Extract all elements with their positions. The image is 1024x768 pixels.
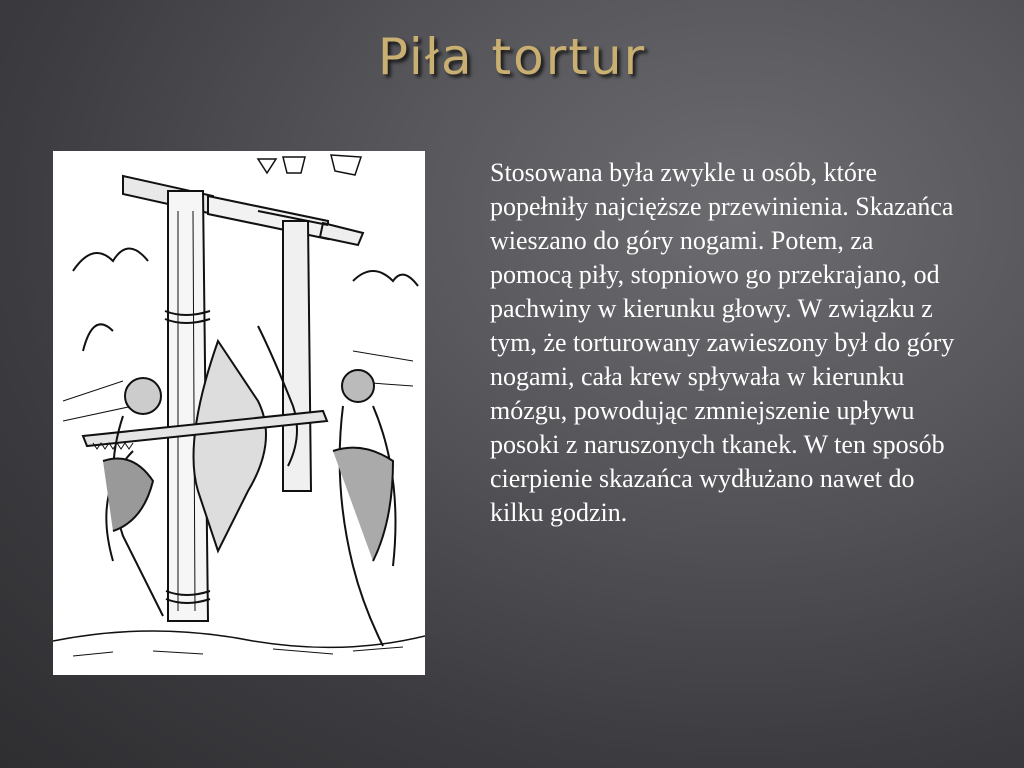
slide-title: Piła tortur	[377, 28, 647, 86]
slide-body-text: Stosowana była zwykle u osób, które popełniły najcięższe przewinienia. Skazańca wieszano do góry nogami. Potem, za pomocą piły, stopniowo go przekrajano, od pachwiny w kierunku głowy. W związku z tym, że torturowany zawieszony był do góry nogami, cała krew spływała w kierunku mózgu, powodując zmniejszenie upływu posoki z naruszonych tkanek. W ten sposób cierpienie skazańca wydłużano nawet do kilku godzin.	[490, 158, 955, 527]
woodcut-illustration-icon	[53, 151, 425, 675]
woodcut-illustration	[53, 151, 425, 675]
